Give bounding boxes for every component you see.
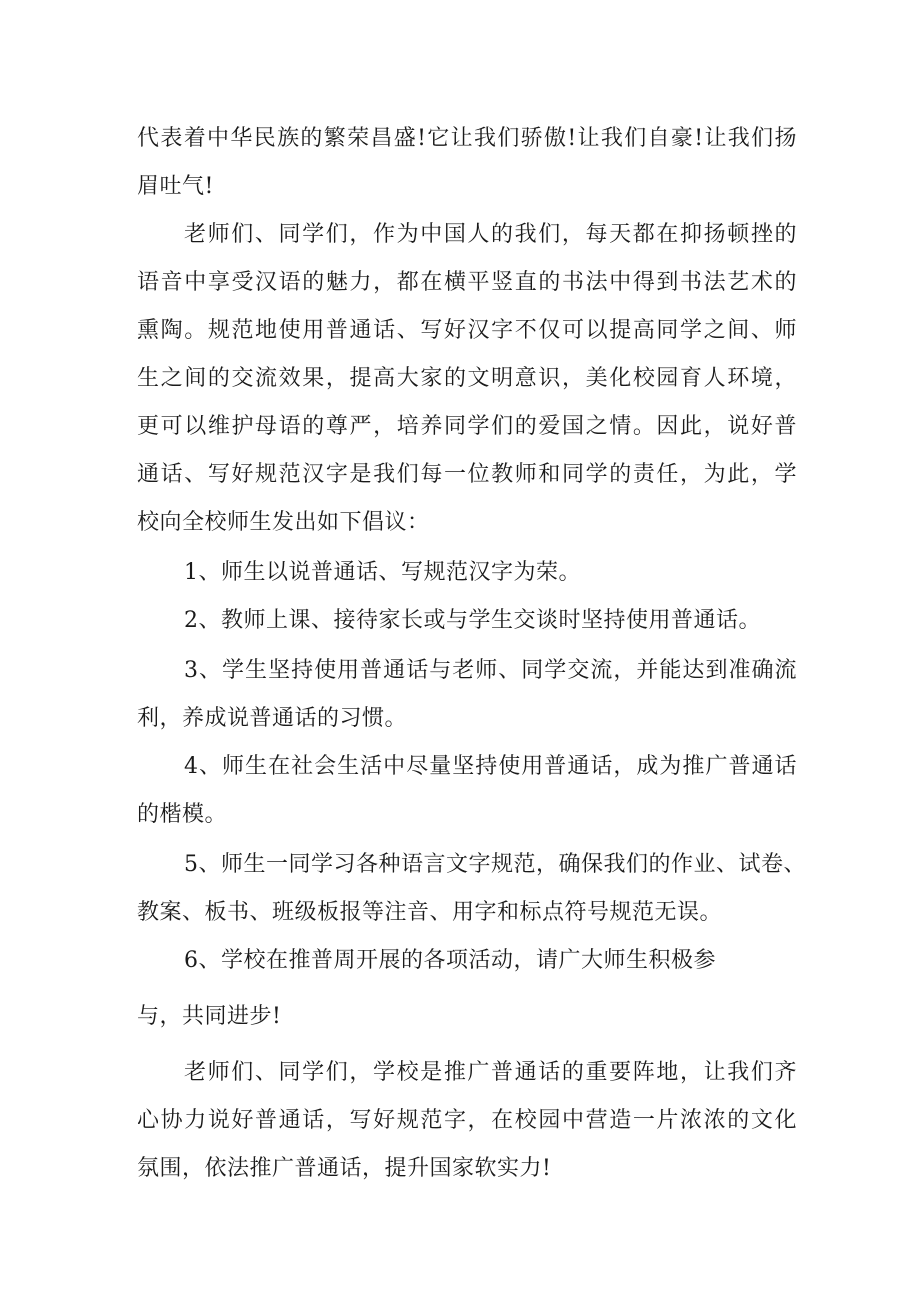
text-line: 利，养成说普通话的习惯。 <box>137 706 408 731</box>
text-line: 老师们、同学们，学校是推广普通话的重要阵地，让我们齐 <box>184 1060 797 1085</box>
text-line: 校向全校师生发出如下倡议： <box>137 510 430 535</box>
text-line: 的楷模。 <box>137 802 228 827</box>
text-line: 代表着中华民族的繁荣昌盛!它让我们骄傲!让我们自豪!让我们扬 <box>137 126 797 151</box>
text-line: 与，共同进步! <box>137 1004 282 1029</box>
text-line: 熏陶。规范地使用普通话、写好汉字不仅可以提高同学之间、师 <box>137 318 797 343</box>
text-line: 老师们、同学们，作为中国人的我们，每天都在抑扬顿挫的 <box>184 222 797 247</box>
text-line: 语音中享受汉语的魅力，都在横平竖直的书法中得到书法艺术的 <box>137 270 797 295</box>
text-line: 教案、板书、班级板报等注音、用字和标点符号规范无误。 <box>137 900 723 925</box>
text-line: 眉吐气! <box>137 174 214 199</box>
list-item: 6、学校在推普周开展的各项活动，请广大师生积极参 <box>184 948 716 973</box>
text-line: 更可以维护母语的尊严，培养同学们的爱国之情。因此，说好普 <box>137 414 797 439</box>
text-line: 通话、写好规范汉字是我们每一位教师和同学的责任，为此，学 <box>137 462 797 487</box>
list-item: 5、师生一同学习各种语言文字规范，确保我们的作业、试卷、 <box>184 852 806 877</box>
text-line: 氛围，依法推广普通话，提升国家软实力! <box>137 1156 552 1181</box>
list-item: 2、教师上课、接待家长或与学生交谈时坚持使用普通话。 <box>184 608 761 633</box>
text-line: 心协力说好普通话，写好规范字，在校园中营造一片浓浓的文化 <box>137 1108 797 1133</box>
list-item: 1、师生以说普通话、写规范汉字为荣。 <box>184 560 581 585</box>
list-item: 4、师生在社会生活中尽量坚持使用普通话，成为推广普通话 <box>184 754 797 779</box>
text-line: 生之间的交流效果，提高大家的文明意识，美化校园育人环境， <box>137 366 797 391</box>
list-item: 3、学生坚持使用普通话与老师、同学交流，并能达到准确流 <box>184 658 797 683</box>
